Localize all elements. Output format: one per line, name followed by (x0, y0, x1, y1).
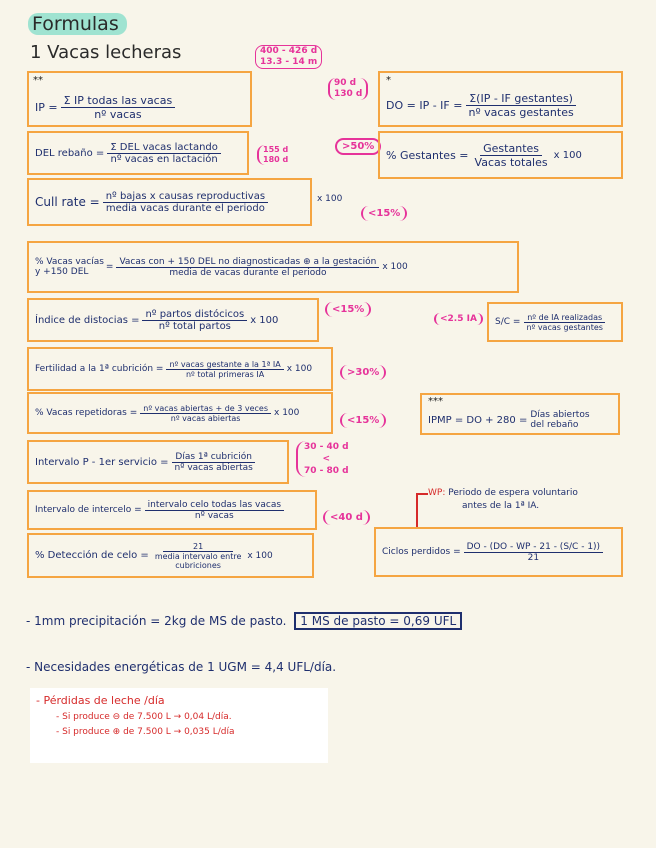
fert-denominator: nº total primeras IA (185, 369, 265, 379)
distocias-lhs: Índice de distocias = (35, 314, 140, 326)
repet-lhs: % Vacas repetidoras = (35, 408, 138, 418)
interc-lhs: Intervalo de intercelo = (35, 505, 142, 515)
do-range (328, 78, 368, 100)
ip-fraction (61, 94, 176, 121)
repet-fraction (140, 404, 271, 423)
do-formula-box (378, 71, 623, 127)
distocias-numerator: nº partos distócicos (142, 309, 247, 321)
do-fraction (465, 92, 576, 119)
ip-range-months: 13.3 - 14 m (260, 57, 318, 67)
gest-formula-box (378, 131, 623, 179)
wp-line1: Periodo de espera voluntario (448, 488, 578, 498)
do-lhs: DO = IP - IF = (386, 98, 463, 112)
deteccion-den-line1: media intervalo entre (154, 551, 242, 561)
fert-numerator: nº vacas gestante a la 1ª IA (166, 360, 283, 370)
del-fraction (107, 142, 221, 165)
interv1-range-line3: 70 - 80 d (304, 466, 349, 476)
distocias-mult: x 100 (250, 314, 279, 326)
interv1-numerator: Días 1ª cubrición (172, 452, 255, 463)
interc-range: <40 d (323, 510, 370, 525)
sc-range: <2.5 IA (434, 313, 483, 325)
ciclos-fraction (464, 542, 603, 563)
ciclos-formula-box (374, 527, 623, 577)
sc-denominator: nº vacas gestantes (526, 322, 603, 332)
cull-denominator: media vacas durante el periodo (105, 202, 265, 214)
interv1-denominator: nº vacas abiertas (174, 462, 253, 473)
deteccion-den-line2: cubriciones (175, 560, 221, 570)
ip-lhs: IP = (35, 100, 58, 114)
vacias-lhs-line2: y +150 DEL (35, 267, 89, 277)
distocias-denominator: nº total partos (158, 320, 231, 332)
precip-boxed: 1 MS de pasto = 0,69 UFL (294, 612, 462, 630)
wp-label: WP: (428, 488, 446, 498)
wp-line2: antes de la 1ª IA. (462, 501, 540, 511)
ipmp-rhs-line1: Días abiertos (530, 410, 590, 420)
fert-lhs: Fertilidad a la 1ª cubrición = (35, 364, 164, 374)
section-subtitle: 1 Vacas lecheras (30, 42, 182, 63)
vacias-lhs (35, 257, 104, 277)
vacias-lhs-line1: % Vacas vacías (35, 257, 104, 267)
cull-range: <15% (361, 206, 407, 221)
perdidas-title: - Pérdidas de leche /día (36, 694, 165, 707)
cull-mult: x 100 (317, 194, 343, 204)
interv1-lhs: Intervalo P - 1er servicio = (35, 456, 169, 468)
gest-lhs: % Gestantes = (386, 148, 469, 162)
interc-fraction (145, 500, 284, 521)
fert-mult: x 100 (286, 364, 313, 374)
ipmp-rhs (530, 410, 589, 430)
vacias-fraction (116, 257, 379, 278)
ciclos-numerator: DO - (DO - WP - 21 - (S/C - 1)) (464, 542, 603, 553)
deteccion-numerator: 21 (163, 542, 233, 552)
precip-line (26, 614, 462, 628)
sc-numerator: nº de IA realizadas (524, 313, 605, 323)
perdidas-line2: - Si produce ⊕ de 7.500 L → 0,035 L/día (56, 727, 235, 737)
ip-formula-box (27, 71, 252, 127)
do-numerator: Σ(IP - IF gestantes) (466, 92, 576, 106)
interc-formula-box (27, 490, 317, 530)
do-range-max: 130 d (334, 89, 363, 99)
wp-note (428, 487, 578, 513)
perdidas-box (30, 688, 328, 763)
ip-range (255, 45, 322, 69)
necesidades-line: - Necesidades energéticas de 1 UGM = 4,4 UFL/día. (26, 660, 337, 674)
vacias-mult: x 100 (382, 262, 408, 272)
do-stars: * (386, 75, 391, 86)
distocias-formula-box (27, 298, 319, 342)
page-title: Formulas (28, 13, 127, 35)
ciclos-lhs: Ciclos perdidos = (382, 547, 461, 557)
gest-denominator: Vacas totales (474, 155, 548, 169)
del-formula-box (27, 131, 249, 175)
precip-text: - 1mm precipitación = 2kg de MS de pasto. (26, 614, 287, 628)
del-range (257, 145, 292, 165)
deteccion-formula-box (27, 533, 314, 578)
fert-range: >30% (340, 365, 386, 380)
repet-formula-box (27, 392, 333, 434)
del-range-max: 180 d (263, 155, 289, 164)
repet-denominator: nº vacas abiertas (170, 413, 241, 423)
interv1-fraction (172, 452, 256, 473)
sc-lhs: S/C = (495, 317, 521, 327)
ip-numerator: Σ IP todas las vacas (61, 94, 176, 108)
interv1-range-line1: 30 - 40 d (304, 442, 349, 452)
sc-formula-box (487, 302, 623, 342)
vacias-denominator: media de vacas durante el periodo (169, 267, 327, 278)
ipmp-formula-box (420, 393, 620, 435)
cull-fraction (103, 191, 268, 214)
vacias-formula-box (27, 241, 519, 293)
ip-range-days: 400 - 426 d (260, 46, 318, 56)
del-range-min: 155 d (263, 145, 289, 154)
ip-stars: ** (33, 75, 43, 86)
deteccion-fraction (152, 542, 245, 570)
del-lhs: DEL rebaño = (35, 147, 105, 159)
interv1-formula-box (27, 440, 289, 484)
wp-arrow (416, 493, 428, 527)
perdidas-line1: - Si produce ⊖ de 7.500 L → 0,04 L/día. (56, 712, 232, 722)
cull-numerator: nº bajas x causas reproductivas (103, 191, 268, 203)
gest-mult: x 100 (553, 149, 582, 161)
deteccion-denominator (152, 552, 245, 570)
repet-range: <15% (340, 413, 386, 428)
fert-fraction (166, 360, 283, 379)
del-denominator: nº vacas en lactación (110, 153, 218, 165)
vacias-numerator: Vacas con + 150 DEL no diagnosticadas ⊕ a la gestación (116, 257, 379, 268)
ipmp-rhs-line2: del rebaño (530, 420, 579, 430)
fert-formula-box (27, 347, 333, 391)
interv1-range (296, 441, 355, 477)
del-numerator: Σ DEL vacas lactando (107, 142, 221, 154)
repet-numerator: nº vacas abiertas + de 3 veces (140, 404, 271, 414)
interv1-range-line2: < (322, 454, 331, 464)
sc-fraction (523, 313, 606, 332)
ip-denominator: nº vacas (94, 107, 142, 121)
ciclos-denominator: 21 (527, 552, 540, 563)
ipmp-stars: *** (428, 396, 443, 407)
interc-numerator: intervalo celo todas las vacas (145, 500, 284, 511)
gest-fraction (472, 142, 551, 169)
gest-range: >50% (335, 138, 381, 155)
repet-mult: x 100 (274, 408, 300, 418)
distocias-range: <15% (325, 302, 371, 317)
deteccion-mult: x 100 (247, 550, 273, 561)
do-range-min: 90 d (334, 78, 357, 88)
vacias-eq: = (105, 262, 114, 272)
cull-formula-box (27, 178, 312, 226)
deteccion-lhs: % Detección de celo = (35, 550, 149, 561)
cull-lhs: Cull rate = (35, 195, 100, 209)
gest-numerator: Gestantes (480, 142, 542, 156)
ipmp-lhs: IPMP = DO + 280 = (428, 414, 528, 426)
interc-denominator: nº vacas (194, 510, 234, 521)
distocias-fraction (142, 309, 247, 332)
do-denominator: nº vacas gestantes (468, 105, 574, 119)
